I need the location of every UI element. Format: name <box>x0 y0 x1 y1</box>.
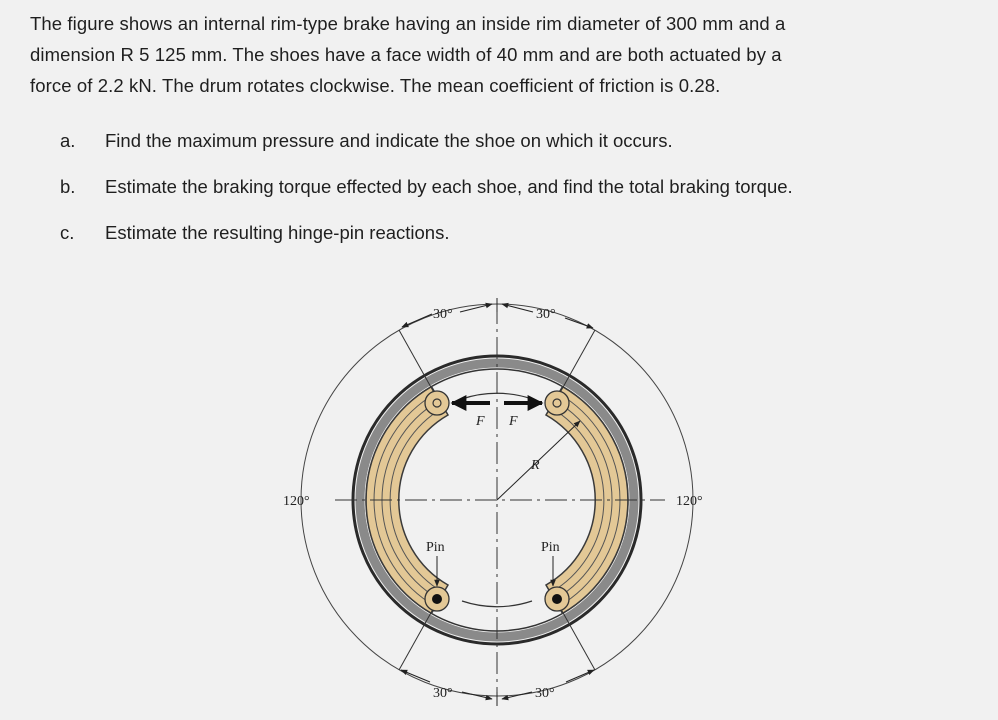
dim-arrow-bottom-right-outer <box>566 670 594 682</box>
dim-arrow-top-right-outer <box>565 318 593 328</box>
force-label-right: F <box>509 414 518 429</box>
angle-label-top-left: 30° <box>433 307 453 322</box>
problem-line-1: The figure shows an internal rim-type brake having an inside rim diameter of 300 mm and a <box>30 13 786 34</box>
angle-label-left: 120° <box>283 494 310 509</box>
pin-label-left: Pin <box>426 540 445 555</box>
inner-arc-top <box>462 393 532 399</box>
hinge-pin-left <box>425 587 449 611</box>
angle-label-bottom-right: 30° <box>535 686 555 701</box>
angle-label-right: 120° <box>676 494 703 509</box>
force-label-left: F <box>476 414 485 429</box>
problem-line-2: dimension R 5 125 mm. The shoes have a face width of 40 mm and are both actuated by a <box>30 44 782 65</box>
question-c-text: Estimate the resulting hinge-pin reactions. <box>105 222 450 243</box>
radius-label: R <box>531 458 540 473</box>
question-a-text: Find the maximum pressure and indicate the shoe on which it occurs. <box>105 130 673 151</box>
angle-label-bottom-left: 30° <box>433 686 453 701</box>
dim-arrow-top-left-outer <box>402 314 432 327</box>
angle-label-top-right: 30° <box>536 307 556 322</box>
question-c-label: c. <box>60 222 75 243</box>
actuator-left <box>425 391 449 415</box>
question-b-text: Estimate the braking torque effected by each shoe, and find the total braking torque. <box>105 176 793 197</box>
problem-line-3: force of 2.2 kN. The drum rotates clockwise. The mean coefficient of friction is 0.28. <box>30 75 721 96</box>
question-b-label: b. <box>60 176 76 197</box>
question-a-label: a. <box>60 130 76 151</box>
pin-label-right: Pin <box>541 540 560 555</box>
actuator-right <box>545 391 569 415</box>
dim-arrow-bottom-left-outer <box>401 670 430 682</box>
hinge-pin-right <box>545 587 569 611</box>
